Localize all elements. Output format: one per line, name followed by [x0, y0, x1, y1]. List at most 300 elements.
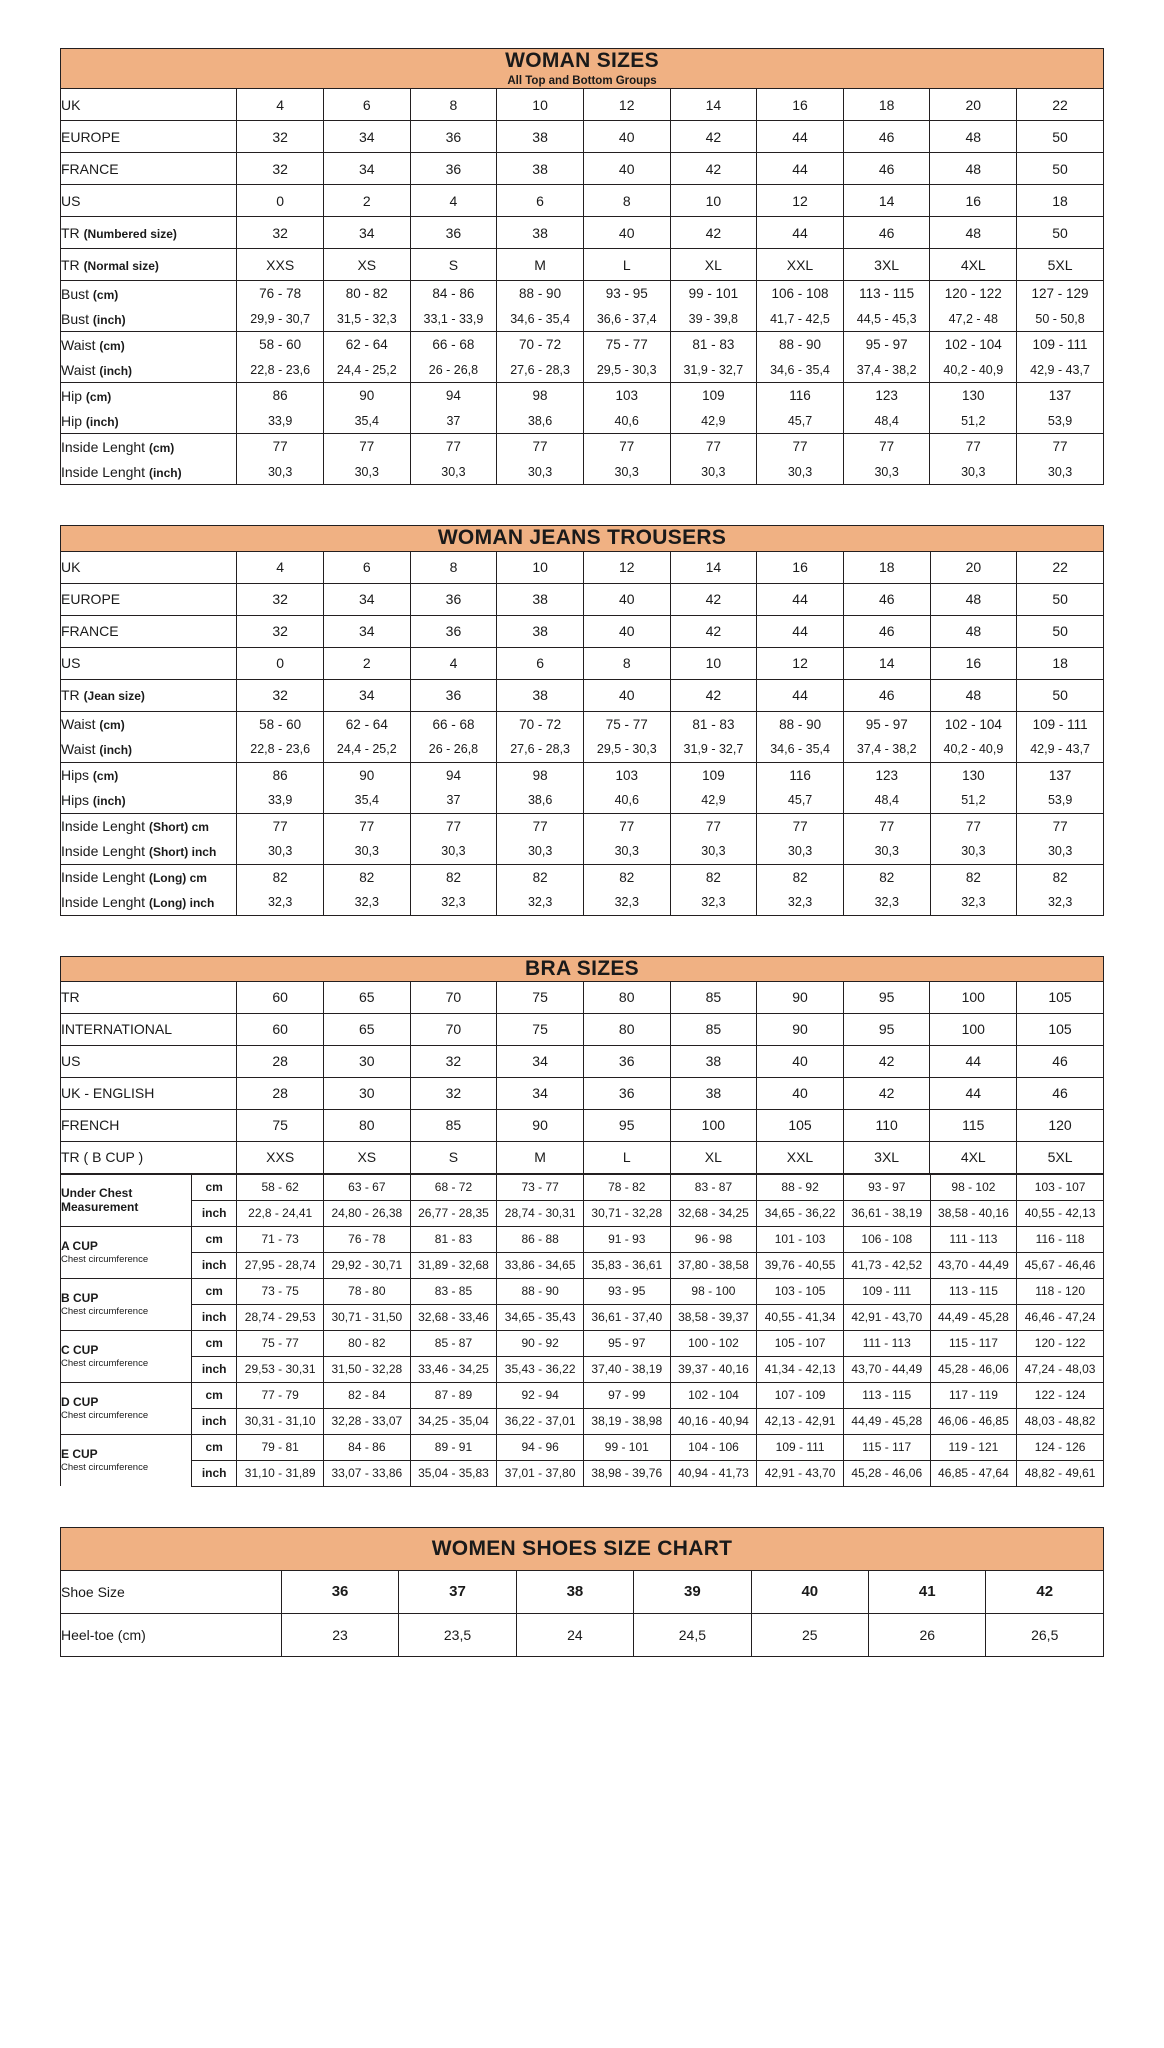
table-row	[61, 332, 1104, 358]
cell: 30,3	[843, 459, 930, 485]
table-row	[61, 89, 1104, 121]
cell: 109 - 111	[1017, 711, 1104, 737]
cell: 40	[583, 679, 670, 711]
cell: 75	[237, 1109, 324, 1141]
cell: 40	[751, 1570, 868, 1613]
cell: 48,4	[843, 788, 930, 814]
cell: 90	[757, 1013, 844, 1045]
cell: 115	[930, 1109, 1017, 1141]
cell: 77	[930, 434, 1017, 460]
cell: 26,5	[986, 1613, 1104, 1656]
row-label-unit: (inch)	[92, 794, 126, 808]
cell: 22,8 - 24,41	[237, 1200, 324, 1226]
cell: 38,6	[497, 408, 584, 434]
row-label-sub: Chest circumference	[61, 1306, 149, 1318]
cell: 50	[1017, 679, 1104, 711]
cell: 103	[583, 383, 670, 409]
row-label-unit: (cm)	[99, 718, 125, 732]
cell: 113 - 115	[843, 281, 930, 307]
cell: 71 - 73	[237, 1226, 324, 1252]
cell: 99 - 101	[583, 1434, 670, 1460]
cell: 77	[757, 434, 844, 460]
cell: 40,6	[583, 788, 670, 814]
cell: 78 - 80	[324, 1278, 411, 1304]
cell: 40,55 - 42,13	[1017, 1200, 1104, 1226]
cell: 36	[410, 153, 497, 185]
cell: 38,19 - 38,98	[583, 1408, 670, 1434]
cell: 89 - 91	[410, 1434, 497, 1460]
row-label-unit: (inch)	[99, 363, 133, 378]
row-label	[61, 357, 237, 383]
cell: 30,31 - 31,10	[237, 1408, 324, 1434]
cell: 83 - 87	[670, 1174, 757, 1200]
cell: 29,9 - 30,7	[237, 306, 324, 332]
cell: 20	[930, 551, 1017, 583]
cell: 85	[670, 1013, 757, 1045]
row-label-note: (Numbered size)	[83, 226, 177, 241]
cell: 30,3	[930, 839, 1017, 865]
bra-sizes-title-cell	[61, 956, 1104, 981]
row-label-unit: (cm)	[92, 287, 119, 302]
cell: 95 - 97	[583, 1330, 670, 1356]
cell: 34	[323, 217, 410, 249]
cell: 103 - 105	[757, 1278, 844, 1304]
cell: 38,58 - 40,16	[930, 1200, 1017, 1226]
row-label	[61, 788, 237, 814]
cell: 46	[1017, 1077, 1104, 1109]
cell: 10	[497, 551, 584, 583]
row-label	[61, 1434, 192, 1486]
row-label-unit: (cm)	[92, 769, 119, 783]
table-row	[61, 383, 1104, 409]
table-title-row	[61, 1527, 1104, 1570]
cell: 30,3	[1017, 459, 1104, 485]
cell: 33,1 - 33,9	[410, 306, 497, 332]
cell: 36	[410, 121, 497, 153]
shoes-title-cell	[61, 1527, 1104, 1570]
cell: 12	[583, 551, 670, 583]
cell: 8	[583, 647, 670, 679]
cell: 30,3	[670, 459, 757, 485]
cell: 119 - 121	[930, 1434, 1017, 1460]
row-label-note: (Normal size)	[83, 258, 159, 273]
cell: 42	[670, 679, 757, 711]
unit-cell: inch	[192, 1408, 237, 1434]
row-label	[61, 249, 237, 281]
table-row	[61, 408, 1104, 434]
page-subtitle: All Top and Bottom Groups	[507, 75, 657, 88]
cell: 42	[986, 1570, 1104, 1613]
cell: 30,3	[497, 459, 584, 485]
cell: 75	[497, 981, 584, 1013]
cell: XXL	[757, 249, 844, 281]
cell: 38	[497, 679, 584, 711]
cell: 81 - 83	[670, 332, 757, 358]
cell: 94	[410, 383, 497, 409]
cell: 34,65 - 36,22	[757, 1200, 844, 1226]
cell: 85 - 87	[410, 1330, 497, 1356]
cell: 28,74 - 30,31	[497, 1200, 584, 1226]
cell: 32,3	[670, 890, 757, 916]
cell: 109 - 111	[843, 1278, 930, 1304]
cell: 6	[497, 185, 584, 217]
cell: 73 - 75	[237, 1278, 324, 1304]
cell: 42	[670, 217, 757, 249]
cell: 46	[843, 217, 930, 249]
row-label-unit: (inch)	[92, 312, 126, 327]
table-row	[61, 1077, 1104, 1109]
cell: 33,9	[237, 408, 324, 434]
cell: 77	[757, 813, 844, 839]
cell: 37,80 - 38,58	[670, 1252, 757, 1278]
table-title-row	[61, 956, 1104, 981]
cell: 77	[497, 813, 584, 839]
cell: 44	[930, 1045, 1017, 1077]
cell: 32,3	[843, 890, 930, 916]
cell: 87 - 89	[410, 1382, 497, 1408]
cell: 30,3	[583, 839, 670, 865]
cell: 30,3	[323, 839, 410, 865]
table-row	[61, 1613, 1104, 1656]
row-label	[61, 679, 237, 711]
row-label	[61, 813, 237, 839]
cell: 14	[670, 89, 757, 121]
cell: 68 - 72	[410, 1174, 497, 1200]
cell: 41,7 - 42,5	[757, 306, 844, 332]
cell: 48	[930, 615, 1017, 647]
row-label: FRANCE	[61, 615, 237, 647]
table-row	[61, 1570, 1104, 1613]
row-label: Shoe Size	[61, 1570, 282, 1613]
cell: 18	[843, 89, 930, 121]
cell: 86 - 88	[497, 1226, 584, 1252]
cell: 38	[670, 1077, 757, 1109]
cell: 45,28 - 46,06	[930, 1356, 1017, 1382]
cell: 107 - 109	[757, 1382, 844, 1408]
cell: 81 - 83	[670, 711, 757, 737]
cell: 24,80 - 26,38	[324, 1200, 411, 1226]
cell: 106 - 108	[757, 281, 844, 307]
section-title: BRA SIZES	[525, 956, 639, 980]
section-title: WOMAN JEANS TROUSERS	[437, 526, 727, 550]
cell: 100	[670, 1109, 757, 1141]
cell: 42,9	[670, 788, 757, 814]
table-row	[61, 1174, 1104, 1200]
cell: 41,73 - 42,52	[843, 1252, 930, 1278]
cell: 43,70 - 44,49	[843, 1356, 930, 1382]
cell: 18	[843, 551, 930, 583]
cell: 37	[410, 408, 497, 434]
row-label-unit: (Long) cm	[148, 871, 207, 885]
cell: 34	[497, 1045, 584, 1077]
row-label	[61, 864, 237, 890]
cell: 24,4 - 25,2	[323, 357, 410, 383]
cell: 82	[583, 864, 670, 890]
women-shoes-table	[60, 1527, 1104, 1657]
cell: 35,43 - 36,22	[497, 1356, 584, 1382]
row-label-main: TR	[61, 224, 84, 241]
cell: 22,8 - 23,6	[237, 357, 324, 383]
cell: S	[410, 249, 497, 281]
row-label	[61, 1278, 192, 1330]
row-label-main: Bust	[61, 310, 93, 327]
woman-sizes-table	[60, 48, 1104, 485]
cell: 32	[237, 121, 324, 153]
cell: 38,6	[497, 788, 584, 814]
cell: 34	[323, 679, 410, 711]
row-label-main: Waist	[61, 336, 100, 353]
cell: 91 - 93	[583, 1226, 670, 1252]
cell: 93 - 97	[843, 1174, 930, 1200]
cell: 137	[1017, 383, 1104, 409]
cell: 6	[323, 551, 410, 583]
row-label	[61, 711, 237, 737]
cell: 30,3	[497, 839, 584, 865]
unit-cell: cm	[192, 1330, 237, 1356]
cell: 38	[516, 1570, 633, 1613]
cell: 3XL	[843, 249, 930, 281]
cell: 75 - 77	[583, 711, 670, 737]
table-row	[61, 1382, 1104, 1408]
cell: 95	[583, 1109, 670, 1141]
cell: 77	[1017, 813, 1104, 839]
cell: 2	[323, 185, 410, 217]
row-label-main: Bust	[61, 285, 93, 302]
cell: 44,49 - 45,28	[843, 1408, 930, 1434]
cell: 96 - 98	[670, 1226, 757, 1252]
cell: 31,9 - 32,7	[670, 737, 757, 763]
row-label-main: Hip	[61, 412, 86, 429]
cell: 42,91 - 43,70	[757, 1460, 844, 1486]
table-row	[61, 839, 1104, 865]
cell: 30,3	[1017, 839, 1104, 865]
row-label-unit: (inch)	[99, 743, 133, 757]
cell: 36	[410, 583, 497, 615]
cell: 42,9 - 43,7	[1017, 357, 1104, 383]
cell: 41	[869, 1570, 986, 1613]
cell: 37,40 - 38,19	[583, 1356, 670, 1382]
row-label: US	[61, 1045, 237, 1077]
cell: 53,9	[1017, 788, 1104, 814]
cell: 29,92 - 30,71	[324, 1252, 411, 1278]
cell: 75 - 77	[237, 1330, 324, 1356]
cell: 83 - 85	[410, 1278, 497, 1304]
row-label: TR	[61, 981, 237, 1013]
cell: 70 - 72	[497, 711, 584, 737]
cell: 36,61 - 37,40	[583, 1304, 670, 1330]
row-label	[61, 459, 237, 485]
row-label-main: Hips	[61, 767, 93, 783]
cell: 33,46 - 34,25	[410, 1356, 497, 1382]
cell: 8	[410, 89, 497, 121]
row-label-main: Inside Lenght	[61, 438, 149, 455]
cell: 95	[843, 1013, 930, 1045]
row-label-note: (Jean size)	[83, 689, 145, 703]
cell: 77	[930, 813, 1017, 839]
cell: 29,5 - 30,3	[583, 737, 670, 763]
cell: 5XL	[1017, 1141, 1104, 1173]
cell: 46	[1017, 1045, 1104, 1077]
row-label: US	[61, 185, 237, 217]
row-label-main: Under Chest	[61, 1185, 133, 1200]
cell: 35,4	[323, 788, 410, 814]
cell: 50	[1017, 615, 1104, 647]
cell: 44	[757, 217, 844, 249]
cell: 37	[399, 1570, 516, 1613]
row-label	[61, 1382, 192, 1434]
cell: 62 - 64	[323, 332, 410, 358]
cell: 27,6 - 28,3	[497, 737, 584, 763]
cell: 12	[583, 89, 670, 121]
row-label-main: Inside Lenght	[61, 818, 149, 834]
cell: 30,3	[237, 839, 324, 865]
cell: 30,3	[237, 459, 324, 485]
cell: 122 - 124	[1017, 1382, 1104, 1408]
cell: 98	[497, 762, 584, 788]
cell: 130	[930, 762, 1017, 788]
cell: 16	[930, 185, 1017, 217]
cell: 30,3	[757, 459, 844, 485]
cell: 31,9 - 32,7	[670, 357, 757, 383]
cell: 111 - 113	[930, 1226, 1017, 1252]
cell: 80	[583, 1013, 670, 1045]
cell: 32,68 - 34,25	[670, 1200, 757, 1226]
row-label: Heel-toe (cm)	[61, 1613, 282, 1656]
cell: 31,89 - 32,68	[410, 1252, 497, 1278]
cell: 110	[843, 1109, 930, 1141]
row-label-main: B CUP	[61, 1290, 99, 1305]
row-label-main: Inside Lenght	[61, 894, 149, 910]
cell: 32,28 - 33,07	[324, 1408, 411, 1434]
table-row	[61, 1434, 1104, 1460]
cell: 27,6 - 28,3	[497, 357, 584, 383]
cell: 5XL	[1017, 249, 1104, 281]
cell: 28	[237, 1077, 324, 1109]
cell: 44	[757, 153, 844, 185]
cell: 34	[497, 1077, 584, 1109]
cell: 38	[670, 1045, 757, 1077]
cell: 39,76 - 40,55	[757, 1252, 844, 1278]
row-label-main: E CUP	[61, 1447, 98, 1461]
cell: 82	[930, 864, 1017, 890]
cell: 86	[237, 762, 324, 788]
cell: 22	[1017, 551, 1104, 583]
cell: 102 - 104	[670, 1382, 757, 1408]
table-row	[61, 1304, 1104, 1330]
row-label-unit: (cm)	[148, 440, 175, 455]
cell: 120 - 122	[930, 281, 1017, 307]
cell: 32	[410, 1045, 497, 1077]
cell: 26 - 26,8	[410, 357, 497, 383]
row-label-main: D CUP	[61, 1394, 99, 1409]
cell: 39,37 - 40,16	[670, 1356, 757, 1382]
cell: 113 - 115	[843, 1382, 930, 1408]
table-row	[61, 762, 1104, 788]
cell: 44	[757, 583, 844, 615]
table-row	[61, 1460, 1104, 1486]
row-label-unit: (Short) inch	[148, 845, 217, 859]
unit-cell: cm	[192, 1226, 237, 1252]
cell: 100	[930, 981, 1017, 1013]
cell: 38	[497, 121, 584, 153]
table-row	[61, 153, 1104, 185]
cell: 42	[670, 583, 757, 615]
cell: 47,2 - 48	[930, 306, 1017, 332]
bra-cup-detail-table	[60, 1174, 1104, 1487]
cell: 33,07 - 33,86	[324, 1460, 411, 1486]
cell: 34,65 - 35,43	[497, 1304, 584, 1330]
cell: 130	[930, 383, 1017, 409]
cell: 95 - 97	[843, 711, 930, 737]
cell: 120 - 122	[1017, 1330, 1104, 1356]
cell: 73 - 77	[497, 1174, 584, 1200]
cell: 102 - 104	[930, 332, 1017, 358]
unit-cell: inch	[192, 1304, 237, 1330]
cell: 34	[323, 121, 410, 153]
cell: 90	[323, 383, 410, 409]
cell: 26 - 26,8	[410, 737, 497, 763]
cell: 103 - 107	[1017, 1174, 1104, 1200]
cell: 77	[237, 434, 324, 460]
cell: 65	[323, 1013, 410, 1045]
row-label	[61, 1226, 192, 1278]
row-label	[61, 839, 237, 865]
cell: XL	[670, 249, 757, 281]
cell: 70	[410, 1013, 497, 1045]
cell: 82	[1017, 864, 1104, 890]
row-label-main: Waist	[61, 716, 100, 732]
table-row	[61, 1330, 1104, 1356]
cell: 77	[670, 434, 757, 460]
cell: 4	[410, 185, 497, 217]
table-row	[61, 357, 1104, 383]
cell: 36,22 - 37,01	[497, 1408, 584, 1434]
cell: 30,3	[410, 459, 497, 485]
row-label-main: C CUP	[61, 1342, 99, 1357]
cell: 25	[751, 1613, 868, 1656]
cell: 32	[237, 153, 324, 185]
cell: 23,5	[399, 1613, 516, 1656]
unit-cell: cm	[192, 1382, 237, 1408]
cell: 77	[410, 434, 497, 460]
row-label-unit: (Short) cm	[148, 820, 209, 834]
table-row	[61, 981, 1104, 1013]
cell: 77	[843, 434, 930, 460]
cell: 40,2 - 40,9	[930, 737, 1017, 763]
cell: 42,9 - 43,7	[1017, 737, 1104, 763]
row-label	[61, 434, 237, 460]
cell: 29,53 - 30,31	[237, 1356, 324, 1382]
cell: 30,71 - 31,50	[324, 1304, 411, 1330]
cell: 48,82 - 49,61	[1017, 1460, 1104, 1486]
unit-cell: cm	[192, 1278, 237, 1304]
cell: 16	[757, 551, 844, 583]
cell: 86	[237, 383, 324, 409]
cell: 32,3	[583, 890, 670, 916]
cell: 60	[237, 1013, 324, 1045]
cell: 4XL	[930, 1141, 1017, 1173]
cell: 90	[497, 1109, 584, 1141]
table-row	[61, 788, 1104, 814]
cell: L	[583, 249, 670, 281]
cell: 81 - 83	[410, 1226, 497, 1252]
cell: 34,6 - 35,4	[757, 357, 844, 383]
cell: 46	[843, 679, 930, 711]
cell: 77	[583, 813, 670, 839]
cell: 38	[497, 153, 584, 185]
row-label-main: A CUP	[61, 1238, 98, 1253]
cell: 116 - 118	[1017, 1226, 1104, 1252]
